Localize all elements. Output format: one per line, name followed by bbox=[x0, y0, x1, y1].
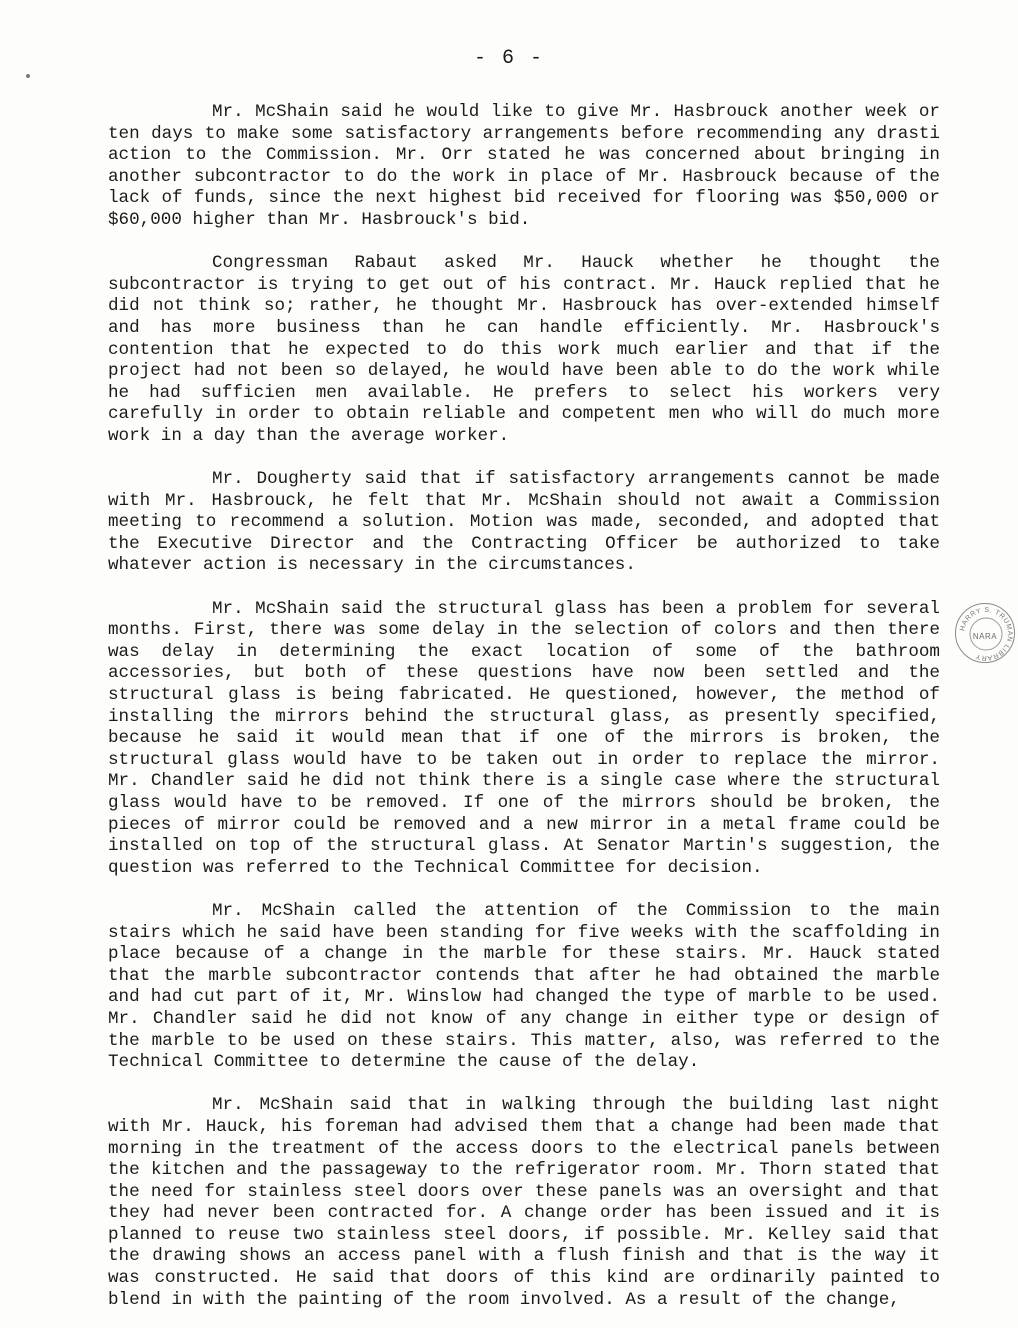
document-body bbox=[108, 102, 940, 1333]
page-number: - 6 - bbox=[473, 47, 544, 70]
archive-stamp bbox=[955, 603, 1015, 663]
paragraph-5: Mr. McShain called the attention of the Commission to the main stairs which he said have been standing for five weeks with the scaffolding in place because of a change in the marble for these stairs. Mr. Hauck stated that the marble subcontractor contends that after he had obtained the marble and had cut part of it, Mr. Winslow had changed the type of marble to be used. Mr. Chandler said he did not know of any change in either type or design of the marble to be used on these stairs. This matter, also, was referred to the Technical Committee to determine the cause of the delay. bbox=[108, 900, 940, 1073]
stamp-ring-text: HARRY S. TRUMAN LIBRARY bbox=[959, 606, 1014, 662]
paragraph-4: Mr. McShain said the structural glass has been a problem for several months. First, there was some delay in the selection of colors and then there was delay in determining the exact location of some of the bathroom accessories, but both of these questions have now been settled and the structural glass is being fabricated. He questioned, however, the method of installing the mirrors behind the structural glass, as presently specified, because he said it would mean that if one of the mirrors is broken, the structural glass would have to be taken out in order to replace the mirror. Mr. Chandler said he did not think there is a single case where the structural glass would have to be removed. If one of the mirrors should be broken, the pieces of mirror could be removed and a new mirror in a metal frame could be installed on top of the structural glass. At Senator Martin's suggestion, the question was referred to the Technical Committee for decision. bbox=[108, 598, 940, 878]
paragraph-6: Mr. McShain said that in walking through the building last night with Mr. Hauck, his foreman had advised them that a change had been made that morning in the treatment of the access doors to the electrical panels between the kitchen and the passageway to the refrigerator room. Mr. Thorn stated that the need for stainless steel doors over these panels was an oversight and that they had never been contracted for. A change order has been issued and it is planned to reuse two stainless steel doors, if possible. Mr. Kelley said that the drawing shows an access panel with a flush finish and that is the way it was constructed. He said that doors of this kind are ordinarily painted to blend in with the painting of the room involved. As a result of the change, bbox=[108, 1095, 940, 1310]
paragraph-3: Mr. Dougherty said that if satisfactory arrangements cannot be made with Mr. Hasbrouck, he felt that Mr. McShain should not await a Commission meeting to recommend a solution. Motion was made, seconded, and adopted that the Executive Director and the Contracting Officer be authorized to take whatever action is necessary in the circumstances. bbox=[108, 469, 940, 576]
margin-mark bbox=[26, 74, 30, 78]
paragraph-1: Mr. McShain said he would like to give Mr. Hasbrouck another week or ten days to make some satisfactory arrangements before recommending any drasti action to the Commission. Mr. Orr stated he was concerned about bringing in another subcontractor to do the work in place of Mr. Hasbrouck because of the lack of funds, since the next highest bid received for flooring was $50,000 or $60,000 higher than Mr. Hasbrouck's bid. bbox=[108, 102, 940, 230]
paragraph-2: Congressman Rabaut asked Mr. Hauck whether he thought the subcontractor is trying to get out of his contract. Mr. Hauck replied that he did not think so; rather, he thought Mr. Hasbrouck has over-extended himself and has more business than he can handle efficiently. Mr. Hasbrouck's contention that he expected to do this work much earlier and that if the project had not been so delayed, he would have been able to do the work while he had sufficien men available. He prefers to select his workers very carefully in order to obtain reliable and competent men who will do much more work in a day than the average worker. bbox=[108, 253, 940, 446]
stamp-center-text: NARA bbox=[972, 632, 998, 641]
